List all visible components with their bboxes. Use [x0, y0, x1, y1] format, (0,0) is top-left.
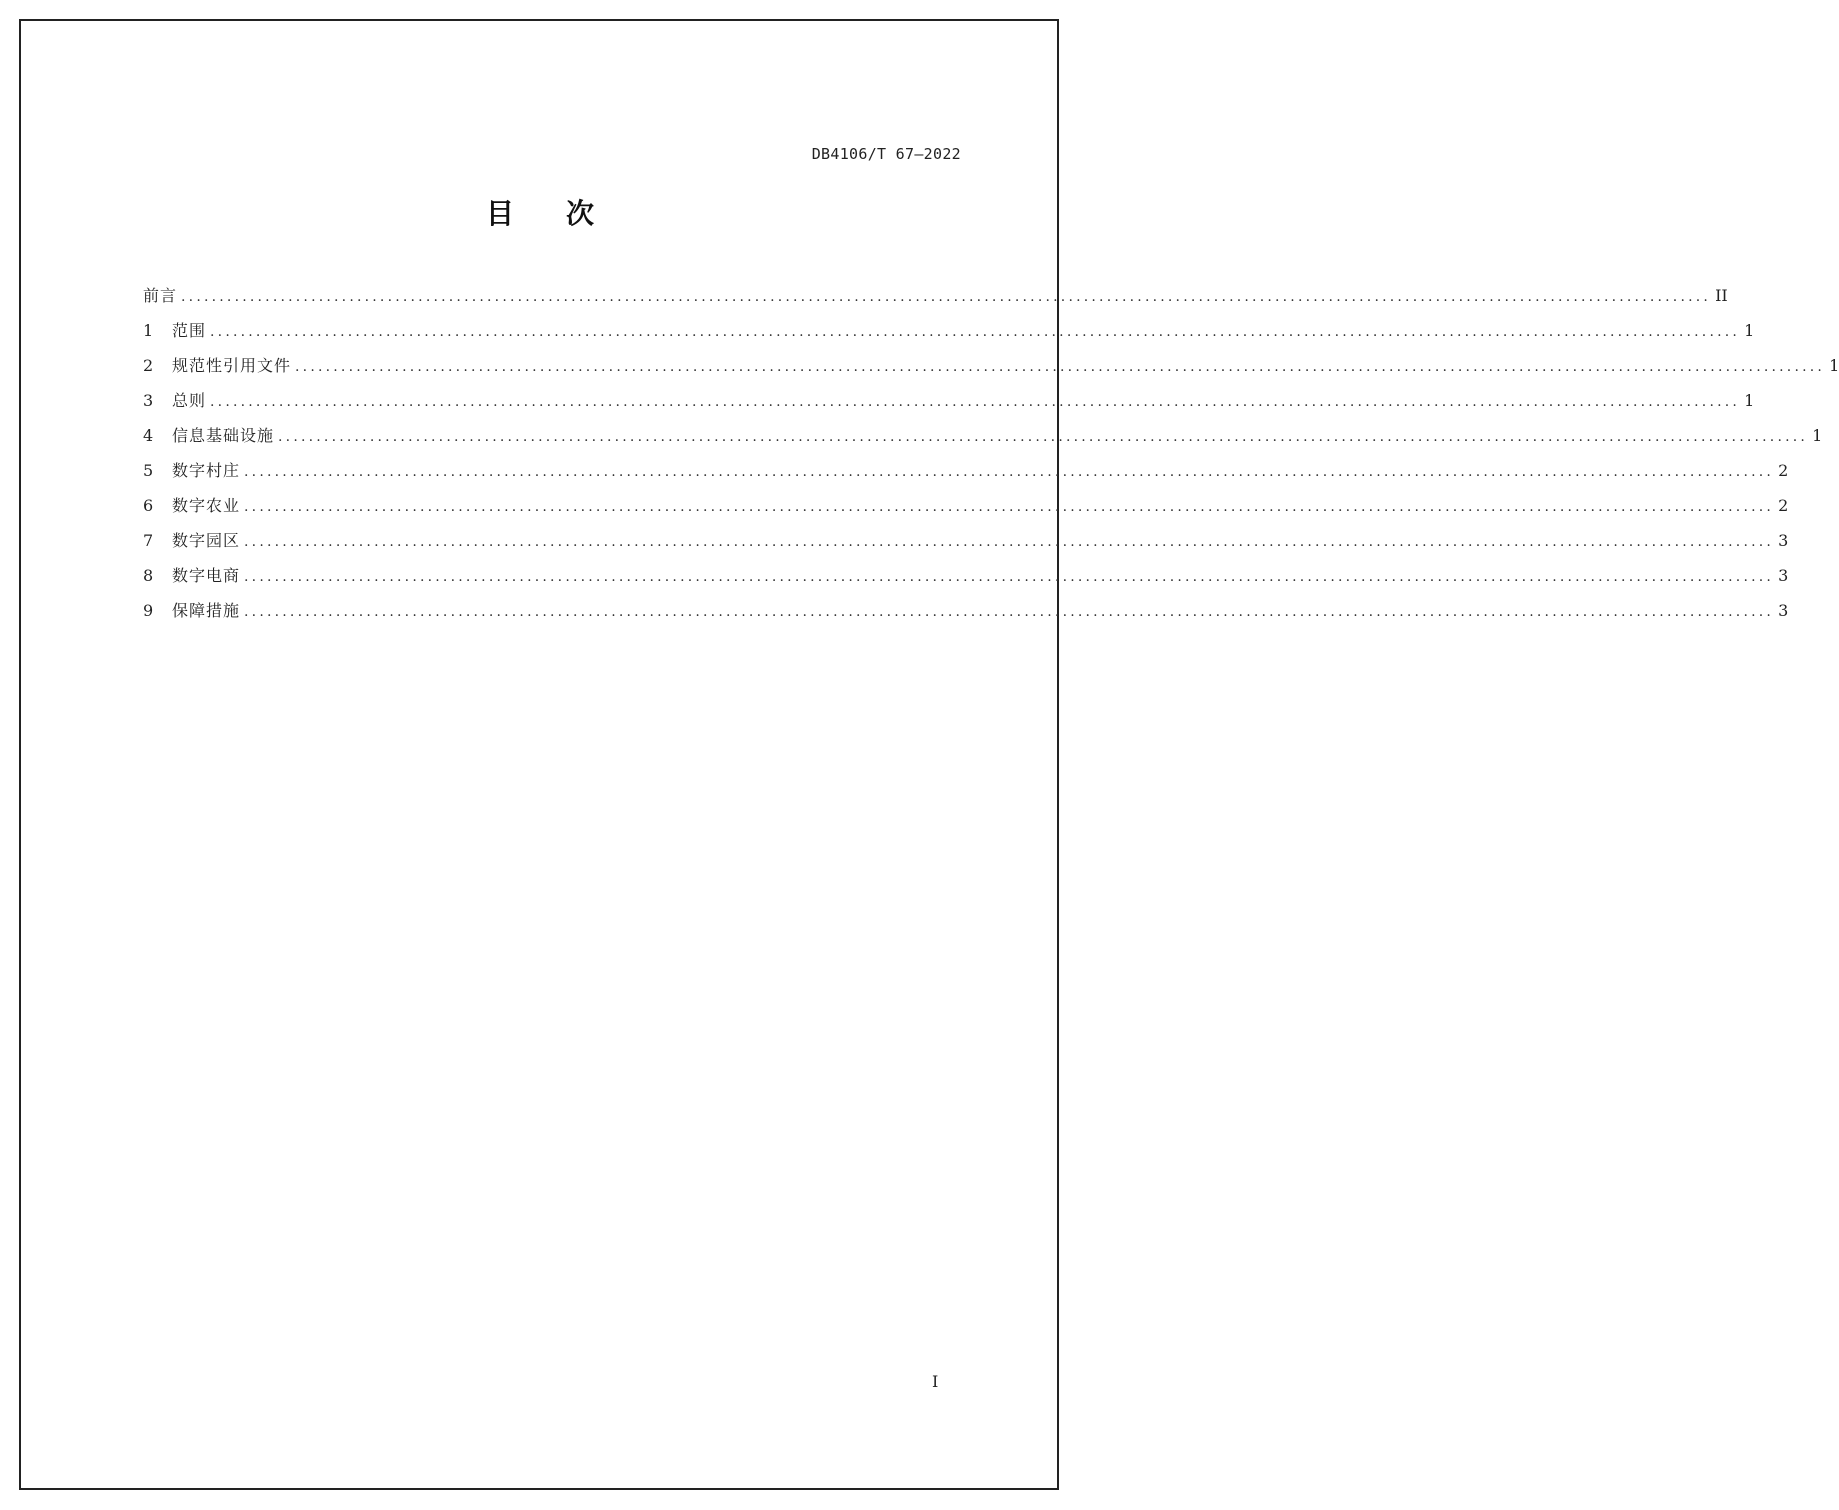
- toc-entry-number: 9: [143, 601, 154, 620]
- toc-entry-number: 2: [143, 356, 154, 375]
- toc-leader-dots: ........................................................................................................................................................................................................: [244, 569, 1775, 585]
- toc-entry-label: 保障措施: [172, 601, 241, 620]
- toc-leader-dots: ........................................................................................................................................................................................................: [181, 289, 1712, 305]
- toc-entry-label: 总则: [172, 391, 207, 410]
- toc-entry-1[interactable]: [143, 318, 1755, 353]
- toc-entry-6[interactable]: [143, 493, 1789, 528]
- toc-entry-number: 3: [143, 391, 154, 410]
- toc-entry-number: 1: [143, 321, 154, 340]
- toc-entry-label: 数字园区: [172, 531, 241, 550]
- toc-entry-number: 8: [143, 566, 154, 585]
- toc-entry-number: 7: [143, 531, 154, 550]
- toc-entry-5[interactable]: [143, 458, 1789, 493]
- toc-entry-page: 3: [1778, 531, 1789, 550]
- toc-entry-number: 6: [143, 496, 154, 515]
- toc-entry-4[interactable]: [143, 423, 1823, 458]
- toc-leader-dots: ........................................................................................................................................................................................................: [244, 499, 1775, 515]
- toc-leader-dots: ........................................................................................................................................................................................................: [295, 359, 1826, 375]
- toc-entry-2[interactable]: [143, 353, 1839, 388]
- toc-leader-dots: ........................................................................................................................................................................................................: [210, 394, 1741, 410]
- table-of-contents: [143, 283, 1839, 633]
- toc-entry-page: 3: [1778, 566, 1789, 585]
- toc-entry-8[interactable]: [143, 563, 1789, 598]
- toc-entry-page: 2: [1778, 461, 1789, 480]
- toc-entry-page: 1: [1812, 426, 1823, 445]
- toc-entry-label: 前言: [143, 286, 178, 305]
- toc-leader-dots: ........................................................................................................................................................................................................: [244, 604, 1775, 620]
- toc-entry-page: 2: [1778, 496, 1789, 515]
- toc-entry-page: 1: [1744, 391, 1755, 410]
- toc-entry-foreword[interactable]: [143, 283, 1728, 318]
- toc-entry-9[interactable]: [143, 598, 1789, 633]
- toc-entry-page: II: [1715, 286, 1728, 305]
- toc-entry-number: 4: [143, 426, 154, 445]
- toc-entry-label: 数字电商: [172, 566, 241, 585]
- page-title: 目次: [485, 197, 646, 230]
- toc-entry-number: 5: [143, 461, 154, 480]
- toc-entry-label: 信息基础设施: [172, 426, 275, 445]
- toc-entry-label: 规范性引用文件: [172, 356, 292, 375]
- toc-entry-page: 1: [1744, 321, 1755, 340]
- toc-entry-label: 范围: [172, 321, 207, 340]
- toc-entry-label: 数字村庄: [172, 461, 241, 480]
- toc-leader-dots: ........................................................................................................................................................................................................: [278, 429, 1809, 445]
- standard-code: DB4106/T 67—2022: [811, 145, 961, 163]
- toc-entry-page: 3: [1778, 601, 1789, 620]
- toc-leader-dots: ........................................................................................................................................................................................................: [210, 324, 1741, 340]
- toc-entry-3[interactable]: [143, 388, 1755, 423]
- toc-leader-dots: ........................................................................................................................................................................................................: [244, 464, 1775, 480]
- toc-leader-dots: ........................................................................................................................................................................................................: [244, 534, 1775, 550]
- page-frame: [19, 19, 1059, 1490]
- toc-entry-label: 数字农业: [172, 496, 241, 515]
- toc-entry-7[interactable]: [143, 528, 1789, 563]
- page-number: I: [932, 1372, 939, 1391]
- toc-entry-page: 1: [1829, 356, 1839, 375]
